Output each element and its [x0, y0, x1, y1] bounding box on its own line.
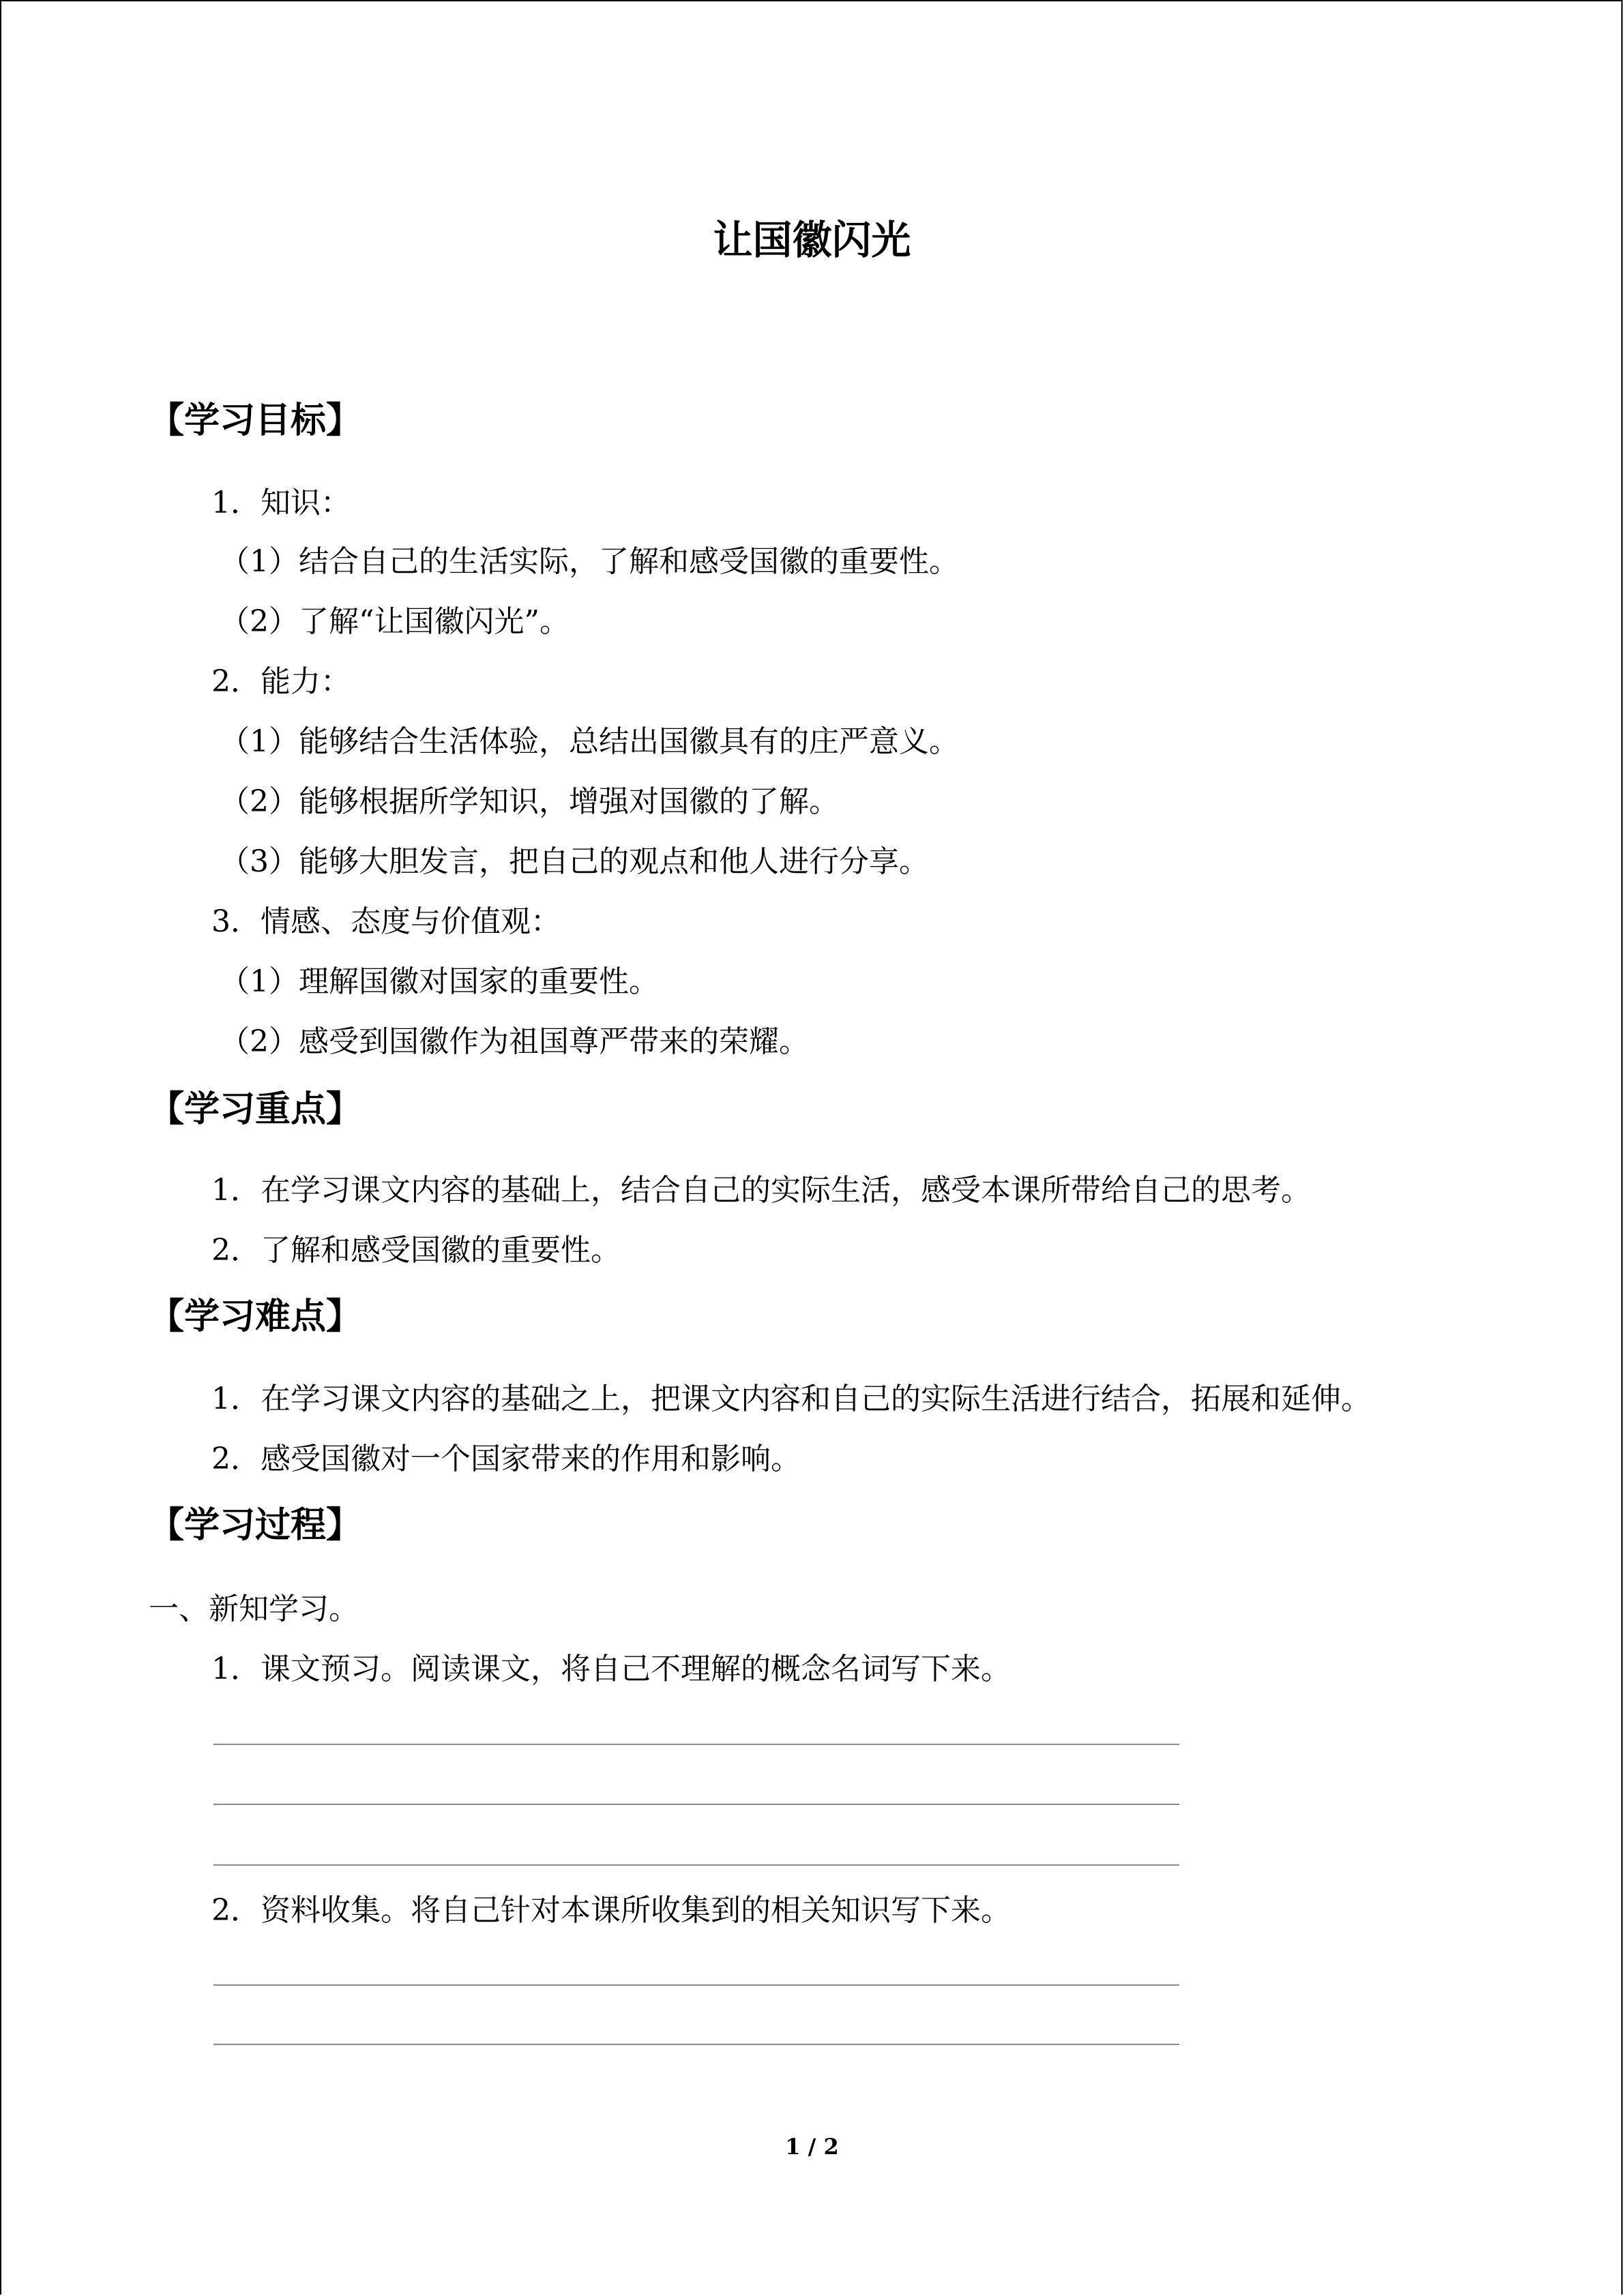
document-title: 让国徽闪光 [713, 217, 911, 263]
goal-ability-item-1: （1）能够结合生活体验，总结出国徽具有的庄严意义。 [220, 724, 959, 759]
section-heading-goals: 【学习目标】 [149, 400, 362, 441]
goal-emotion-heading: 3．情感、态度与价值观： [211, 904, 561, 939]
goal-knowledge-item-2: （2）了解“让国徽闪光”。 [220, 604, 570, 639]
section-heading-difficulty: 【学习难点】 [149, 1296, 362, 1337]
answer-line [213, 2044, 1179, 2045]
section-heading-focus: 【学习重点】 [149, 1089, 362, 1130]
answer-line [213, 1864, 1179, 1866]
page-number: 1 / 2 [785, 2134, 839, 2160]
goal-ability-heading: 2．能力： [211, 664, 351, 699]
process-part-1: 一、新知学习。 [149, 1592, 359, 1626]
difficulty-item-2: 2．感受国徽对一个国家带来的作用和影响。 [211, 1442, 801, 1476]
goal-emotion-item-2: （2）感受到国徽作为祖国尊严带来的荣耀。 [220, 1024, 809, 1059]
goal-emotion-item-1: （1）理解国徽对国家的重要性。 [220, 964, 659, 999]
focus-item-2: 2．了解和感受国徽的重要性。 [211, 1233, 621, 1268]
section-heading-process: 【学习过程】 [149, 1505, 362, 1546]
goal-ability-item-2: （2）能够根据所学知识，增强对国徽的了解。 [220, 784, 839, 819]
goal-knowledge-heading: 1．知识： [211, 486, 351, 520]
goal-ability-item-3: （3）能够大胆发言，把自己的观点和他人进行分享。 [220, 844, 929, 879]
answer-line [213, 1744, 1179, 1745]
goal-knowledge-item-1: （1）结合自己的生活实际，了解和感受国徽的重要性。 [220, 544, 959, 579]
difficulty-item-1: 1．在学习课文内容的基础之上，把课文内容和自己的实际生活进行结合，拓展和延伸。 [211, 1382, 1371, 1416]
process-question-1: 1．课文预习。阅读课文，将自己不理解的概念名词写下来。 [211, 1652, 1011, 1686]
focus-item-1: 1．在学习课文内容的基础上，结合自己的实际生活，感受本课所带给自己的思考。 [211, 1173, 1311, 1208]
answer-line [213, 1804, 1179, 1805]
process-question-2: 2．资料收集。将自己针对本课所收集到的相关知识写下来。 [211, 1893, 1011, 1928]
answer-line [213, 1984, 1179, 1986]
